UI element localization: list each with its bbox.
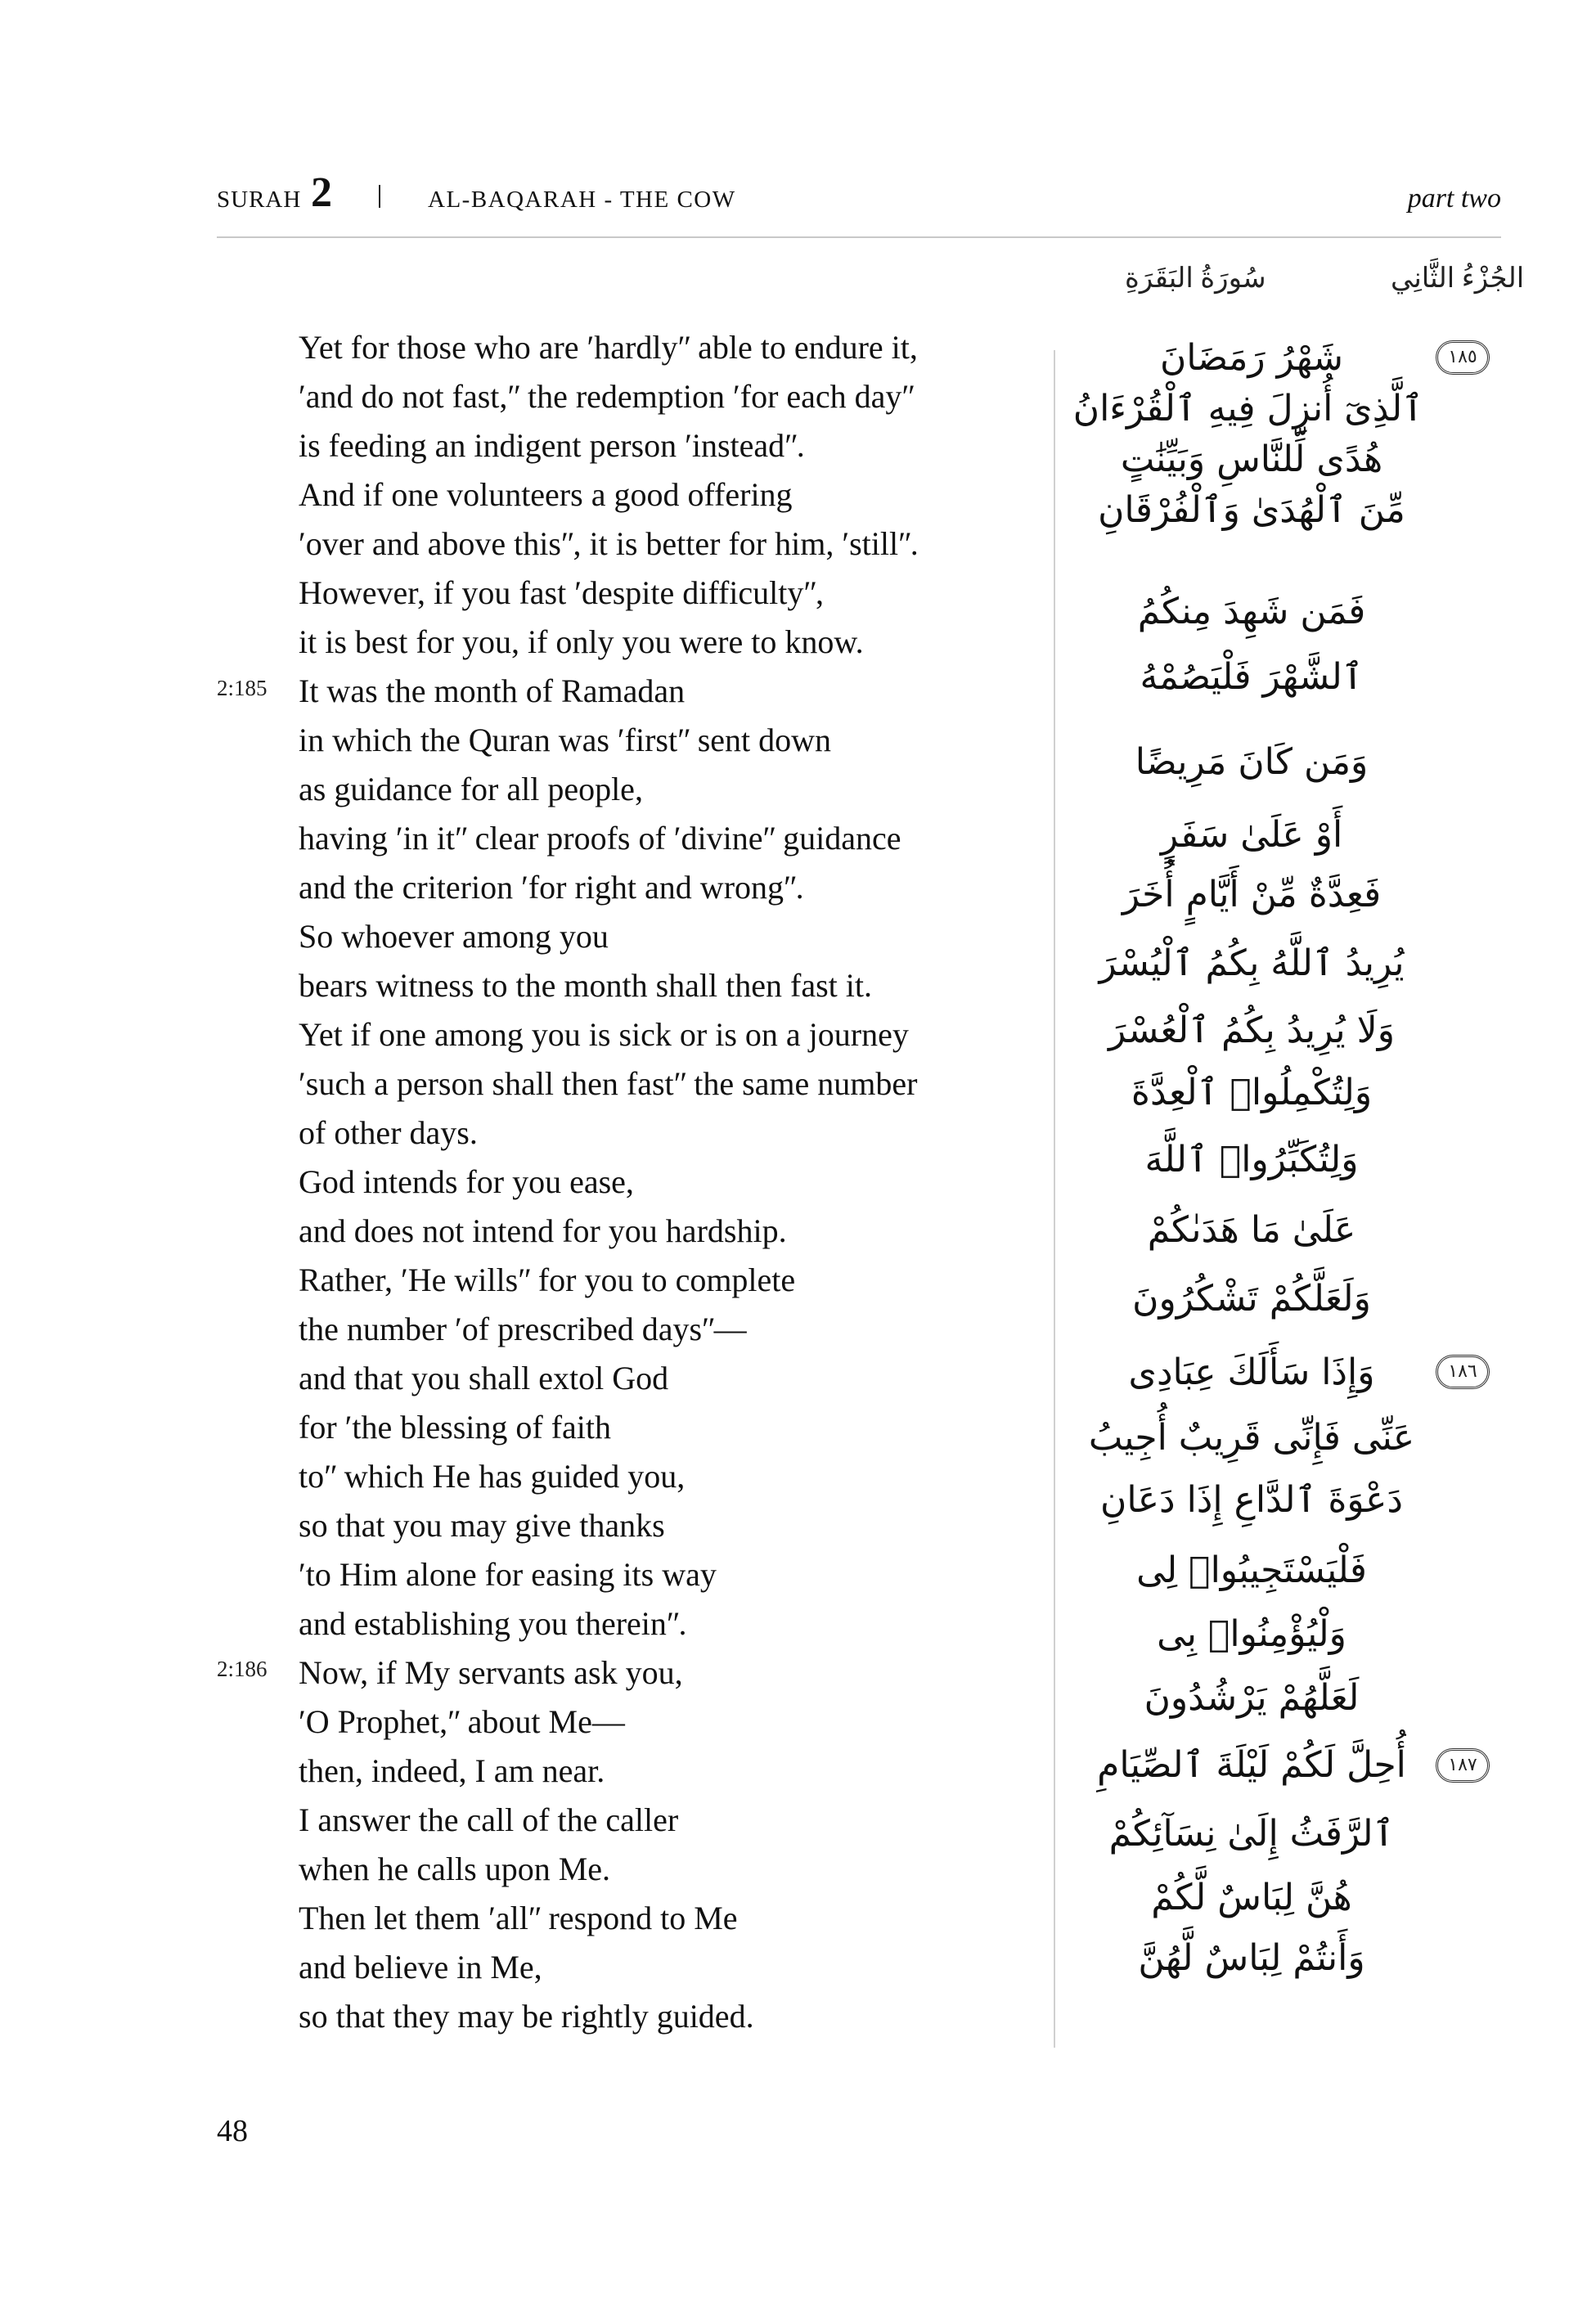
english-line: and the criterion ʹfor right and wrongʺ. [299,869,804,906]
arabic-line: وَإِذَا سَأَلَكَ عِبَادِى [1128,1351,1375,1393]
verse-marker-187: ١٨٧ [1436,1748,1490,1783]
english-line: Now, if My servants ask you, [299,1654,683,1691]
english-line: so that you may give thanks [299,1507,665,1544]
arabic-line: لَعَلَّهُمْ يَرْشُدُونَ [1144,1677,1360,1719]
english-line: the number ʹof prescribed daysʺ— [299,1311,747,1347]
arabic-line: وَمَن كَانَ مَرِيضًا [1135,741,1369,783]
arabic-line: عَنِّى فَإِنِّى قَرِيبٌ أُجِيبُ [1088,1417,1415,1459]
verse-marker-185: ١٨٥ [1436,340,1490,375]
english-line: then, indeed, I am near. [299,1752,605,1789]
arabic-line: يُرِيدُ ٱللَّهُ بِكُمُ ٱلْيُسْرَ [1099,942,1405,984]
arabic-line: فَلْيَسْتَجِيبُوا۟ لِى [1136,1549,1367,1591]
english-line: of other days. [299,1114,478,1151]
english-line: ʹand do not fast,ʺ the redemption ʹfor each dayʺ [299,378,915,415]
header-separator [379,185,380,208]
arabic-line: عَلَىٰ مَا هَدَىٰكُمْ [1147,1209,1356,1251]
english-line: having ʹin itʺ clear proofs of ʹdivineʺ guidance [299,820,901,857]
part-label: part two [1407,183,1501,214]
english-line: and does not intend for you hardship. [299,1212,787,1249]
arabic-line: وَلِتُكَبِّرُوا۟ ٱللَّهَ [1144,1139,1359,1180]
header-rule [217,236,1501,238]
arabic-line: وَلِتُكْمِلُوا۟ ٱلْعِدَّةَ [1131,1072,1373,1113]
surah-label: SURAH [217,187,302,213]
english-line: as guidance for all people, [299,771,643,807]
english-line: is feeding an indigent person ʹinsteadʺ. [299,427,805,464]
english-line: God intends for you ease, [299,1163,634,1200]
arabic-line: هُنَّ لِبَاسٌ لَّكُمْ [1151,1877,1352,1918]
arabic-line: شَهْرُ رَمَضَانَ [1159,337,1344,379]
english-line: It was the month of Ramadan [299,672,686,709]
english-line: and believe in Me, [299,1949,542,1985]
english-line: ʹO Prophet,ʺ about Me— [299,1703,625,1740]
arabic-line: وَلَا يُرِيدُ بِكُمُ ٱلْعُسْرَ [1108,1010,1395,1051]
english-line: And if one volunteers a good offering [299,476,793,513]
arabic-surah-title: سُورَةُ البَقَرَةِ [1125,263,1266,294]
english-line: ʹover and above thisʺ, it is better for him, ʹstillʺ. [299,525,919,562]
arabic-line: ٱلشَّهْرَ فَلْيَصُمْهُ [1140,656,1364,698]
arabic-line: هُدًى لِّلنَّاسِ وَبَيِّنَٰتٍ [1120,438,1383,480]
surah-title: AL-BAQARAH - THE COW [428,187,736,213]
arabic-line: وَلَعَلَّكُمْ تَشْكُرُونَ [1132,1278,1371,1320]
english-line: bears witness to the month shall then fast it. [299,967,872,1004]
english-line: So whoever among you [299,918,609,955]
english-line: Yet if one among you is sick or is on a journey [299,1016,909,1053]
english-line: I answer the call of the caller [299,1801,679,1838]
verse-marker-186: ١٨٦ [1436,1355,1490,1389]
arabic-line: فَمَن شَهِدَ مِنكُمُ [1137,591,1366,632]
arabic-line: أَوْ عَلَىٰ سَفَرٍ [1160,814,1343,856]
english-line: for ʹthe blessing of faith [299,1409,611,1446]
english-line: so that they may be rightly guided. [299,1998,754,2035]
english-line: toʺ which He has guided you, [299,1458,686,1495]
english-line: when he calls upon Me. [299,1851,611,1887]
arabic-line: فَعِدَّةٌ مِّنْ أَيَّامٍ أُخَرَ [1122,874,1382,915]
english-line: ʹto Him alone for easing its way [299,1556,717,1593]
english-line: Yet for those who are ʹhardlyʺ able to endure it, [299,329,918,366]
english-line: Rather, ʹHe willsʺ for you to complete [299,1261,796,1298]
arabic-line: أُحِلَّ لَكُمْ لَيْلَةَ ٱلصِّيَامِ [1097,1744,1406,1786]
english-line: Then let them ʹallʺ respond to Me [299,1900,738,1936]
english-line: and establishing you thereinʺ. [299,1605,687,1642]
surah-number: 2 [311,169,332,216]
arabic-line: وَلْيُؤْمِنُوا۟ بِى [1157,1613,1346,1655]
english-line: and that you shall extol God [299,1360,669,1396]
running-header [217,169,1501,229]
arabic-line: دَعْوَةَ ٱلدَّاعِ إِذَا دَعَانِ [1100,1479,1403,1521]
english-line: ʹsuch a person shall then fastʺ the same number [299,1065,918,1102]
arabic-line: مِّنَ ٱلْهُدَىٰ وَٱلْفُرْقَانِ [1098,489,1405,531]
english-line: However, if you fast ʹdespite difficultyʺ, [299,574,824,611]
english-line: in which the Quran was ʹfirstʺ sent down [299,722,832,758]
page-number: 48 [217,2114,248,2148]
arabic-line: ٱلَّذِىٓ أُنزِلَ فِيهِ ٱلْقُرْءَانُ [1072,388,1423,429]
arabic-juz-title: الجُزْءُ الثَّانِي [1391,263,1525,294]
arabic-line: ٱلرَّفَثُ إِلَىٰ نِسَآئِكُمْ [1108,1813,1395,1855]
verse-ref-185: 2:185 [217,676,267,700]
column-divider [1054,350,1055,2048]
verse-ref-186: 2:186 [217,1657,267,1681]
english-line: it is best for you, if only you were to know. [299,623,864,660]
arabic-line: وَأَنتُمْ لِبَاسٌ لَّهُنَّ [1138,1937,1365,1979]
